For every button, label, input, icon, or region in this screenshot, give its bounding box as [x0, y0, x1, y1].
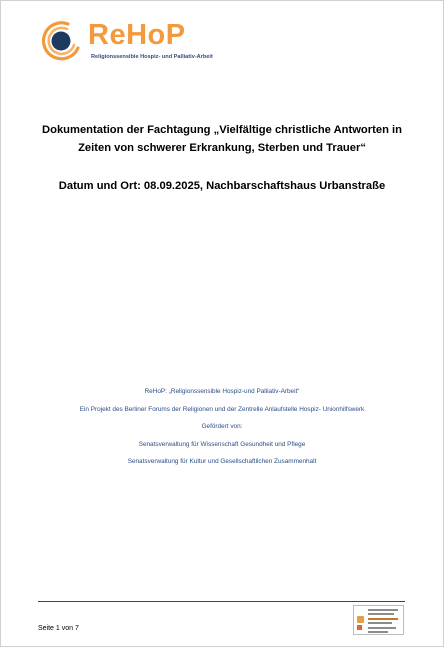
date-and-location: Datum und Ort: 08.09.2025, Nachbarschaftshaus Urbanstraße [58, 180, 386, 192]
funding-logo-image [353, 605, 404, 635]
rehop-logo-mark-icon [38, 18, 84, 64]
funding-mark-small-icon [357, 625, 362, 630]
document-title [30, 121, 414, 157]
document-title-line-1: Dokumentation der Fachtagung „Vielfältige christliche Antworten in [42, 124, 402, 136]
project-name-line: ReHoP: „Religionssensible Hospiz-und Palliativ-Arbeit“ [144, 388, 300, 395]
funder-2-line: Senatsverwaltung für Kultur und Gesellschaftlichen Zusammenhalt [127, 458, 317, 465]
project-info-block [20, 387, 424, 475]
document-title-line-2: Zeiten von schwerer Erkrankung, Sterben und Trauer“ [78, 142, 366, 154]
rehop-logo [38, 18, 213, 66]
project-partners-line: Ein Projekt des Berliner Forums der Religionen und der Zentrelle Anlaufstelle Hospiz- Unionhilfswerk [79, 405, 365, 413]
logo-tagline: Religionssensible Hospiz- und Palliativ-Arbeit [91, 54, 213, 60]
funder-1-line: Senatsverwaltung für Wissenschaft Gesundheit und Pflege [138, 440, 306, 448]
footer-divider [38, 601, 405, 602]
page-number: Seite 1 von 7 [38, 625, 79, 632]
logo-wordmark: ReHoP [88, 19, 186, 51]
funded-by-label: Gefördert von: [201, 423, 243, 430]
funding-mark-icon [357, 616, 364, 623]
